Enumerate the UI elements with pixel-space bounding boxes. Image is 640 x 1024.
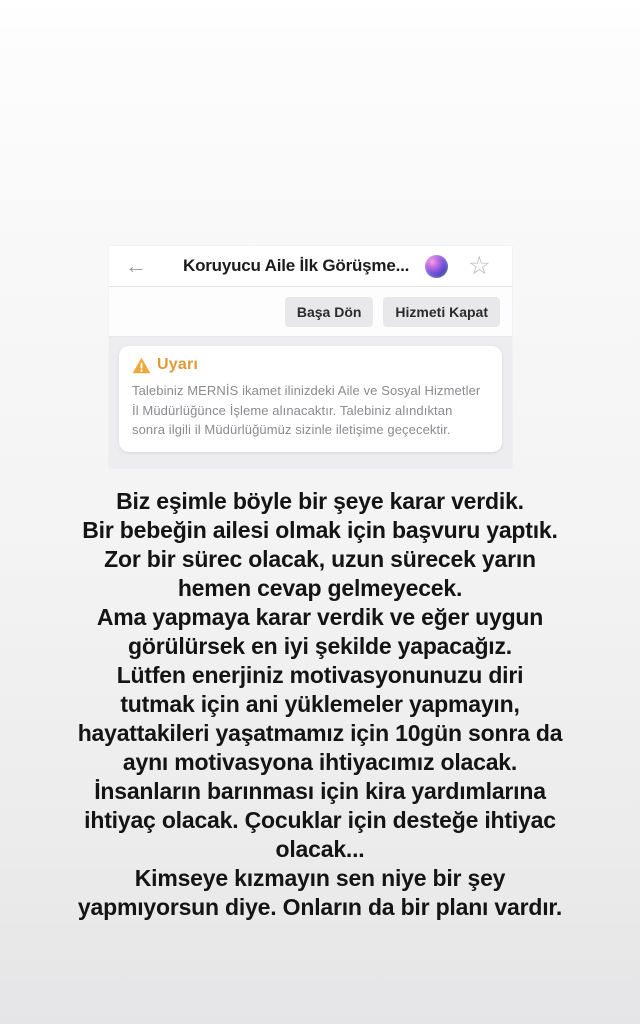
caption-line: hayattakileri yaşatmamız için 10gün sonra da — [77, 720, 563, 746]
caption-line: tutmak için ani yüklemeler yapmayın, — [120, 691, 520, 717]
caption-line: İnsanların barınması için kira yardımlarına — [94, 778, 546, 804]
caption-line: Zor bir sürec olacak, uzun sürecek yarın — [104, 546, 536, 572]
story-caption — [0, 487, 640, 922]
warning-triangle-icon — [132, 357, 151, 374]
caption-line: Bir bebeğin ailesi olmak için başvuru yaptık. — [82, 517, 558, 543]
caption-line: yapmıyorsun diye. Onların da bir planı vardır. — [77, 894, 563, 920]
caption-line: hemen cevap gelmeyecek. — [177, 575, 463, 601]
bookmark-star-icon[interactable]: ☆ — [468, 251, 491, 280]
service-toolbar — [109, 287, 512, 337]
warning-title: Uyarı — [157, 356, 199, 373]
back-to-top-button[interactable]: Başa Dön — [285, 297, 374, 327]
caption-line: görülürsek en iyi şekilde yapacağız. — [128, 633, 512, 659]
warning-header — [132, 356, 489, 374]
caption-line: ihtiyaç olacak. Çocuklar için desteğe ihtiyac — [84, 807, 556, 833]
browser-header — [109, 246, 512, 287]
siri-orb-icon[interactable] — [425, 255, 448, 278]
page-title: Koruyucu Aile İlk Görüşme... — [183, 256, 410, 275]
caption-line: Kimseye kızmayın sen niye bir şey — [134, 865, 506, 891]
back-arrow-icon[interactable]: ← — [125, 253, 147, 278]
caption-line: Lütfen enerjiniz motivasyonunuzu diri — [116, 662, 524, 688]
caption-line: olacak... — [275, 836, 365, 862]
close-service-button[interactable]: Hizmeti Kapat — [383, 297, 500, 327]
warning-message: Talebiniz MERNİS ikamet ilinizdeki Aile ve Sosyal Hizmetler İl Müdürlüğünce İşleme alınacaktır. Talebiniz alındıktan sonra ilgili il Müdürlüğümüz sizinle iletişime geçecektir. — [132, 383, 481, 437]
embedded-browser-screenshot — [109, 246, 512, 468]
warning-card — [119, 346, 502, 452]
caption-line: aynı motivasyona ihtiyacımız olacak. — [122, 749, 518, 775]
caption-line: Ama yapmaya karar verdik ve eğer uygun — [96, 604, 544, 630]
page-body — [109, 337, 512, 468]
caption-line: Biz eşimle böyle bir şeye karar verdik. — [116, 488, 524, 514]
